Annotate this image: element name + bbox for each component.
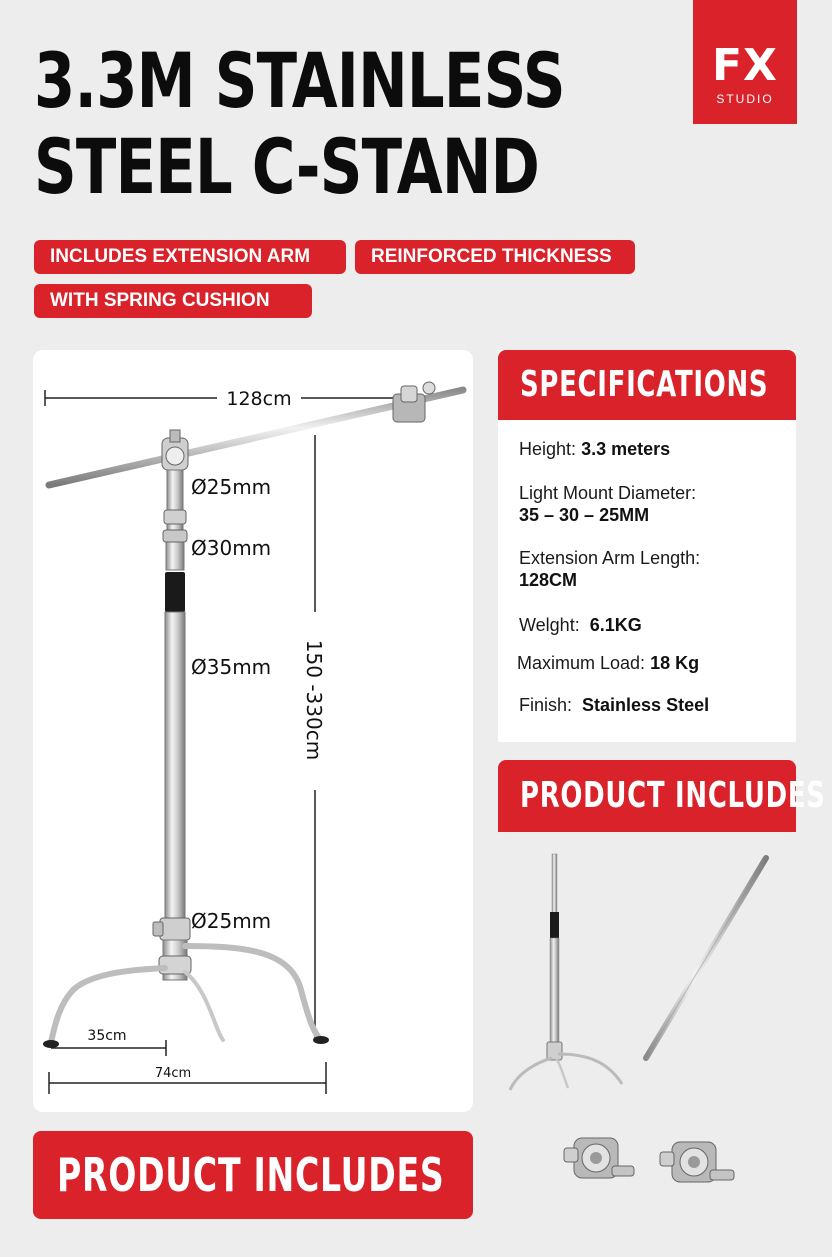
diameter-main-label: Ø35mm — [191, 655, 272, 679]
main-column — [165, 612, 185, 920]
product-includes-panel — [498, 832, 796, 1102]
base-width-label: 74cm — [154, 1066, 192, 1081]
included-items-image — [498, 832, 796, 1102]
spec-arm-length: Extension Arm Length: 128CM — [519, 548, 701, 590]
leg-length-label: 35cm — [87, 1028, 127, 1044]
diameter-upper-label: Ø30mm — [191, 536, 272, 560]
grip-head-on-arm — [393, 382, 435, 422]
stand-diagram-panel — [33, 350, 473, 1112]
spec-height: Height: 3.3 meters — [519, 439, 671, 459]
c-stand-diagram — [33, 350, 473, 1112]
grip-head-left — [564, 1138, 634, 1178]
grip-head-right — [660, 1142, 734, 1182]
spec-mount-diameter: Light Mount Diameter: 35 – 30 – 25MM — [519, 483, 697, 525]
bottom-product-includes-banner: PRODUCT INCLUDES — [33, 1131, 473, 1219]
title-line-2: STEEL C-STAND — [34, 122, 540, 211]
spec-weight: Welght: 6.1KG — [519, 615, 642, 635]
black-grip-sleeve — [165, 572, 185, 612]
gobo-head — [162, 430, 188, 470]
diameter-bottom-label: Ø25mm — [191, 909, 272, 933]
page-title — [34, 38, 674, 210]
feature-badge-reinforced: REINFORCED THICKNESS — [355, 240, 635, 274]
title-line-1: 3.3M STAINLESS — [34, 36, 565, 125]
height-range-label: 150 -330cm — [302, 639, 326, 761]
rear-leg — [185, 946, 319, 1038]
spec-finish: Finish: Stainless Steel — [519, 695, 710, 715]
diameter-top-label: Ø25mm — [191, 475, 272, 499]
feature-badge-extension-arm: INCLUDES EXTENSION ARM — [34, 240, 346, 274]
product-includes-heading: PRODUCT INCLUDES — [498, 760, 796, 832]
arm-length-label: 128cm — [226, 388, 292, 410]
mini-c-stand — [510, 854, 622, 1090]
spec-max-load: Maximum Load: 18 Kg — [517, 653, 700, 673]
logo-sub-text: STUDIO — [716, 92, 774, 106]
feature-badge-spring-cushion: WITH SPRING CUSHION — [34, 284, 312, 318]
grip-heads-image — [560, 1118, 760, 1198]
brand-logo — [693, 0, 797, 124]
logo-main-text: FX — [712, 40, 778, 91]
specifications-heading: SPECIFICATIONS — [498, 350, 796, 420]
